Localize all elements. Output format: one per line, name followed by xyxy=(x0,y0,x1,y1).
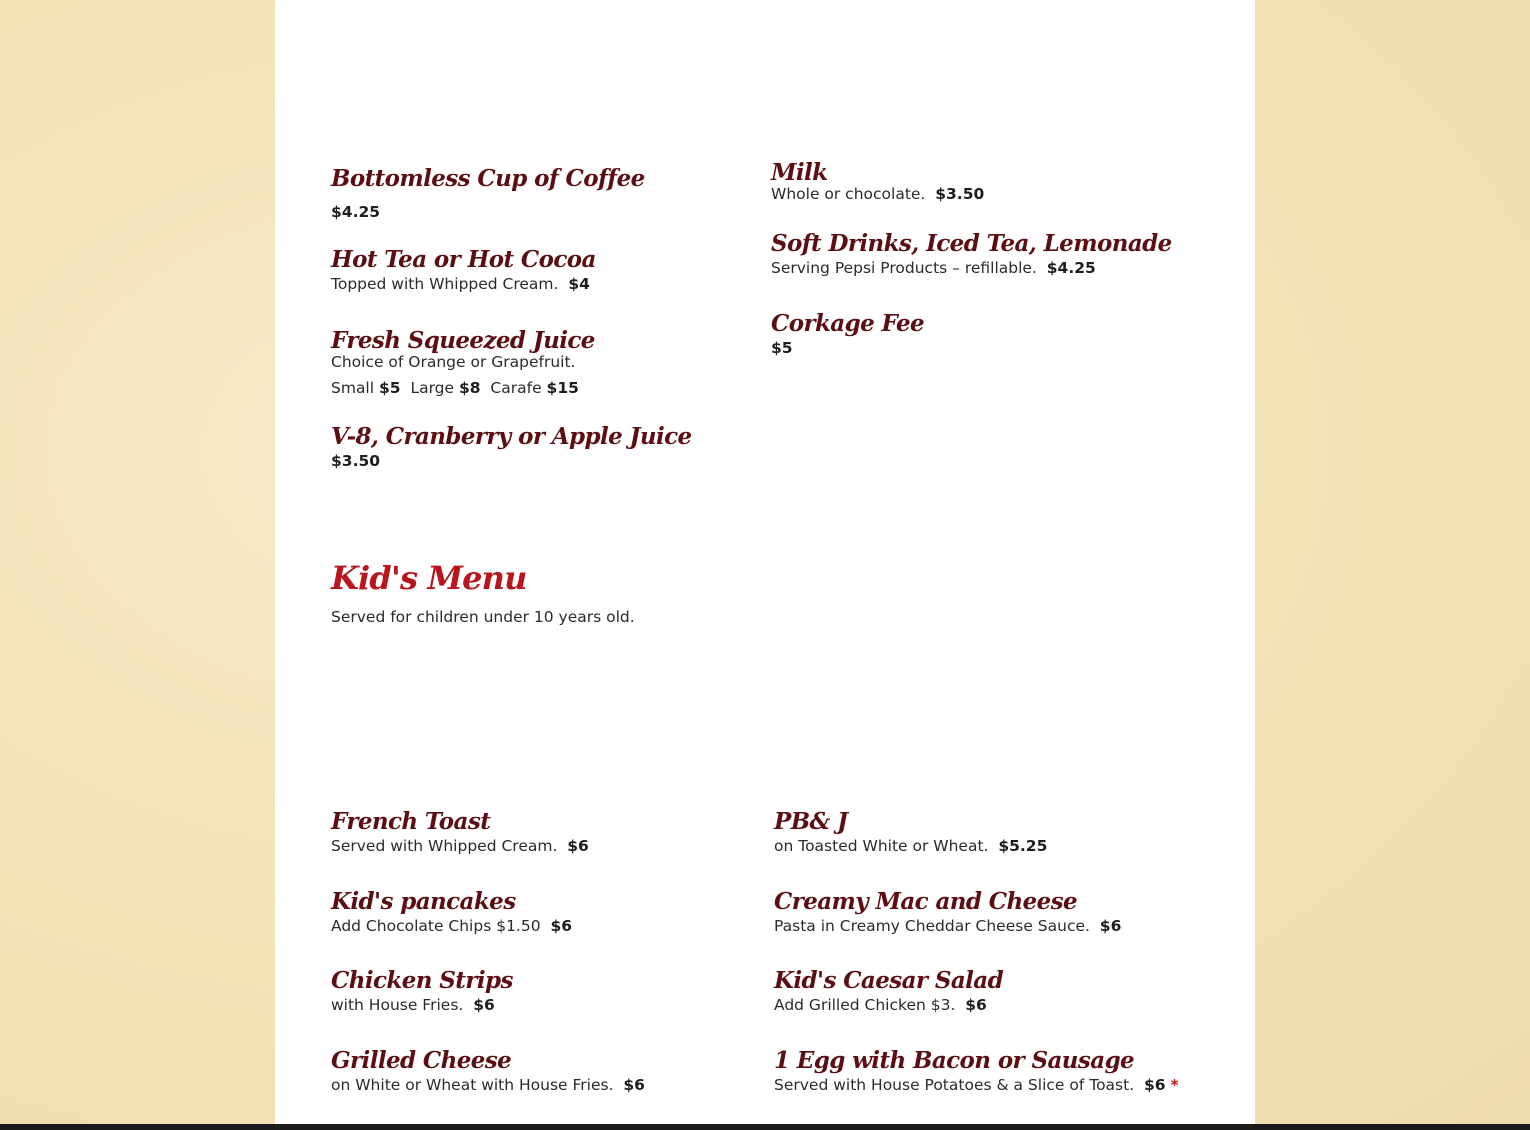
item-title: Bottomless Cup of Coffee xyxy=(331,165,645,192)
kids-item-pbj xyxy=(774,808,1047,856)
menu-item-soft-drinks xyxy=(771,230,1172,278)
size-carafe-price: $15 xyxy=(546,379,579,397)
item-description: on Toasted White or Wheat. xyxy=(774,837,989,855)
item-description: with House Fries. xyxy=(331,996,464,1014)
menu-item-v8-juice xyxy=(331,423,692,471)
item-description: Topped with Whipped Cream. xyxy=(331,275,559,293)
kids-item-pancakes xyxy=(331,888,572,936)
item-price: $5.25 xyxy=(998,837,1048,855)
kids-item-chicken-strips xyxy=(331,967,513,1015)
item-price: $4 xyxy=(568,275,590,293)
item-description: Serving Pepsi Products – refillable. xyxy=(771,259,1037,277)
item-description: Add Chocolate Chips $1.50 xyxy=(331,917,541,935)
item-price: $6 xyxy=(473,996,495,1014)
item-price: $6 xyxy=(1144,1076,1166,1094)
kids-item-egg-with-bacon xyxy=(774,1047,1179,1095)
item-title: V-8, Cranberry or Apple Juice xyxy=(331,423,692,450)
item-title: Creamy Mac and Cheese xyxy=(774,888,1078,915)
item-price: $3.50 xyxy=(331,452,381,470)
item-title: Hot Tea or Hot Cocoa xyxy=(331,246,596,273)
item-description: on White or Wheat with House Fries. xyxy=(331,1076,614,1094)
size-small-label: Small xyxy=(331,379,375,397)
item-price: $5 xyxy=(771,339,793,357)
item-price: $6 xyxy=(1099,917,1122,935)
menu-item-fresh-juice xyxy=(331,327,595,398)
menu-item-milk xyxy=(771,159,984,204)
size-small-price: $5 xyxy=(379,379,401,397)
size-large-price: $8 xyxy=(458,379,481,397)
item-description: Add Grilled Chicken $3. xyxy=(774,996,956,1014)
item-title: Kid's Caesar Salad xyxy=(774,967,1004,994)
item-description: Served with Whipped Cream. xyxy=(331,837,558,855)
item-price: $3.50 xyxy=(935,185,985,203)
menu-item-hot-tea xyxy=(331,246,596,294)
kids-item-caesar-salad xyxy=(774,967,1003,1015)
kids-menu-title: Kid's Menu xyxy=(331,559,527,597)
item-price: $4.25 xyxy=(331,203,381,221)
item-title: 1 Egg with Bacon or Sausage xyxy=(774,1047,1135,1074)
item-description: Whole or chocolate. xyxy=(771,185,926,203)
kids-menu-subtitle: Served for children under 10 years old. xyxy=(331,608,635,626)
size-large-label: Large xyxy=(410,379,455,397)
item-description: Served with House Potatoes & a Slice of Toast. xyxy=(774,1076,1135,1094)
item-title: Soft Drinks, Iced Tea, Lemonade xyxy=(771,230,1172,257)
item-price: $6 xyxy=(567,837,589,855)
item-title: Chicken Strips xyxy=(331,967,513,994)
kids-item-mac-and-cheese xyxy=(774,888,1121,936)
item-description: Choice of Orange or Grapefruit. xyxy=(331,353,576,371)
item-title: Corkage Fee xyxy=(771,310,925,337)
item-price: $6 xyxy=(965,996,987,1014)
item-price: $4.25 xyxy=(1046,259,1096,277)
bottom-border xyxy=(0,1124,1530,1130)
menu-item-corkage-fee xyxy=(771,310,924,358)
item-price: $6 xyxy=(623,1076,645,1094)
kids-item-grilled-cheese xyxy=(331,1047,645,1095)
menu-item-coffee xyxy=(331,165,645,222)
item-title: Fresh Squeezed Juice xyxy=(331,327,595,354)
item-note-asterisk: * xyxy=(1170,1076,1179,1094)
item-title: Milk xyxy=(771,159,828,186)
size-carafe-label: Carafe xyxy=(490,379,542,397)
item-price: $6 xyxy=(550,917,573,935)
item-title: French Toast xyxy=(331,808,491,835)
item-title: PB& J xyxy=(774,808,848,835)
kids-item-french-toast xyxy=(331,808,589,856)
item-description: Pasta in Creamy Cheddar Cheese Sauce. xyxy=(774,917,1090,935)
item-title: Grilled Cheese xyxy=(331,1047,512,1074)
item-title: Kid's pancakes xyxy=(331,888,516,915)
